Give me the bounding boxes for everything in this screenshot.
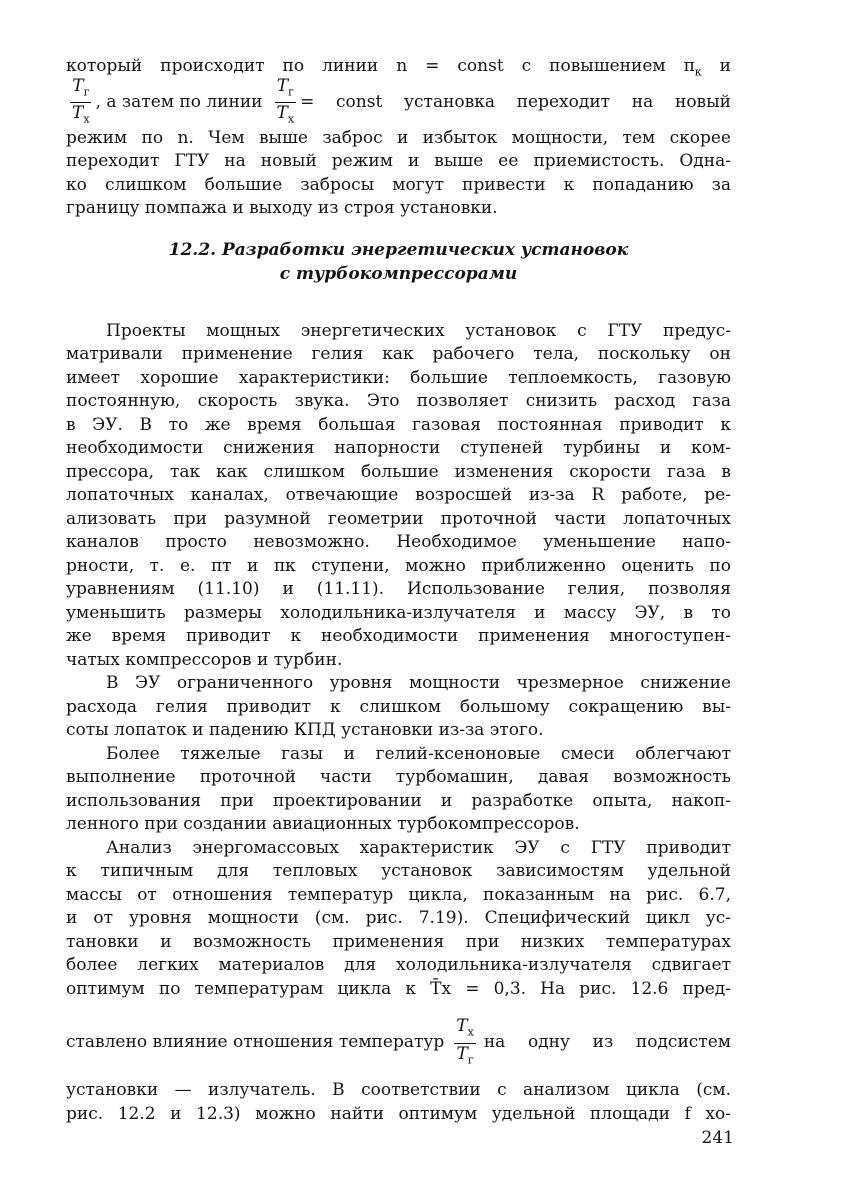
- intro-line-5: ко слишком большие забросы могут привести к попаданию за: [66, 174, 731, 195]
- page-body: [66, 55, 731, 1126]
- p1-line: Проекты мощных энергетических установок с ГТУ предус-: [106, 320, 731, 341]
- fraction-tg-tx: $\frac{T_г}{T_х}$: [72, 75, 90, 126]
- p1-line: имеет хорошие характеристики: большие теплоемкость, газовую: [66, 367, 731, 388]
- p1-line: прессора, так как слишком большие изменения скорости газа в: [66, 461, 731, 482]
- fraction-tg-tx-2: $\frac{T_г}{T_х}$: [276, 75, 295, 126]
- intro-line-2: $\frac{T_г}{T_х}$ , а затем по линии $\frac{T_г}{T_х}$ = const установка переходит на новый: [66, 79, 731, 127]
- paragraph-2: [66, 672, 731, 743]
- p1-line: рности, т. е. πт и πк ступени, можно приближенно оценить по: [66, 555, 731, 576]
- p1-line: чатых компрессоров и турбин.: [66, 649, 343, 670]
- p1-line: каналов просто невозможно. Необходимое уменьшение напо-: [66, 532, 731, 552]
- p3-line: использования при проектировании и разработке опыта, накоп-: [66, 790, 731, 811]
- p1-line: ализовать при разумной геометрии проточной части лопаточных: [66, 508, 731, 529]
- p2-line: соты лопаток и падению КПД установки из-за этого.: [66, 720, 544, 740]
- fraction-tx-tg: $\frac{T_х}{T_г}$: [456, 1016, 474, 1066]
- section-heading-line-2: с турбокомпрессорами: [279, 263, 518, 284]
- p1-line: уменьшить размеры холодильника-излучателя и массу ЭУ, в то: [66, 602, 731, 623]
- p4-line: массы от отношения температур цикла, показанным на рис. 6.7,: [66, 884, 731, 905]
- p4-fraction-line: ставлено влияние отношения температур $\frac{T_х}{T_г}$ на одну из подсистем: [66, 1007, 731, 1079]
- intro-line-1: который происходит по линии n = const с повышением $\pi_к$ и: [66, 56, 732, 79]
- p1-line: же время приводит к необходимости применения многоступен-: [66, 626, 731, 646]
- section-heading-line-1: 12.2. Разработки энергетических установок: [168, 239, 629, 260]
- section-heading: [66, 238, 731, 286]
- p3-line: Более тяжелые газы и гелий-ксеноновые смеси облегчают: [106, 743, 731, 764]
- paragraph-1: [66, 320, 731, 673]
- page-number: 241: [701, 1128, 734, 1148]
- p4-line: рис. 12.2 и 12.3) можно найти оптимум удельной площади f хо-: [66, 1103, 731, 1124]
- p4-line: и от уровня мощности (см. рис. 7.19). Специфический цикл ус-: [66, 908, 731, 928]
- paragraph-3: [66, 743, 731, 837]
- p2-line: В ЭУ ограниченного уровня мощности чрезмерное снижение: [106, 673, 731, 693]
- p1-line: постоянную, скорость звука. Это позволяет снизить расход газа: [66, 391, 731, 411]
- p1-line: уравнениям (11.10) и (11.11). Использование гелия, позволяя: [66, 579, 731, 599]
- intro-line-3: режим по n. Чем выше заброс и избыток мощности, тем скорее: [66, 127, 731, 148]
- intro-line-6: границу помпажа и выходу из строя установки.: [66, 198, 498, 218]
- intro-line-4: переходит ГТУ на новый режим и выше ее приемистость. Одна-: [66, 151, 731, 171]
- p4-line: тановки и возможность применения при низких температурах: [66, 931, 731, 952]
- p2-line: расхода гелия приводит к слишком большому сокращению вы-: [66, 696, 731, 717]
- p4-line: к типичным для тепловых установок зависимостям удельной: [66, 861, 731, 881]
- p1-line: в ЭУ. В то же время большая газовая постоянная приводит к: [66, 414, 731, 435]
- p3-line: ленного при создании авиационных турбокомпрессоров.: [66, 814, 580, 834]
- paragraph-4: [66, 837, 731, 1127]
- p1-line: необходимости снижения напорности ступеней турбины и ком-: [66, 438, 731, 458]
- p4-line: более легких материалов для холодильника-излучателя сдвигает: [66, 955, 731, 975]
- p4-line: Анализ энергомассовых характеристик ЭУ с ГТУ приводит: [106, 837, 731, 858]
- p4-line: оптимум по температурам цикла к T̄х = 0,3. На рис. 12.6 пред-: [66, 978, 731, 999]
- p4-line: установки — излучатель. В соответствии с анализом цикла (см.: [66, 1080, 731, 1100]
- p3-line: выполнение проточной части турбомашин, давая возможность: [66, 767, 731, 787]
- p1-line: лопаточных каналах, отвечающие возросшей из-за R работе, ре-: [66, 485, 731, 505]
- p1-line: матривали применение гелия как рабочего тела, поскольку он: [66, 344, 731, 364]
